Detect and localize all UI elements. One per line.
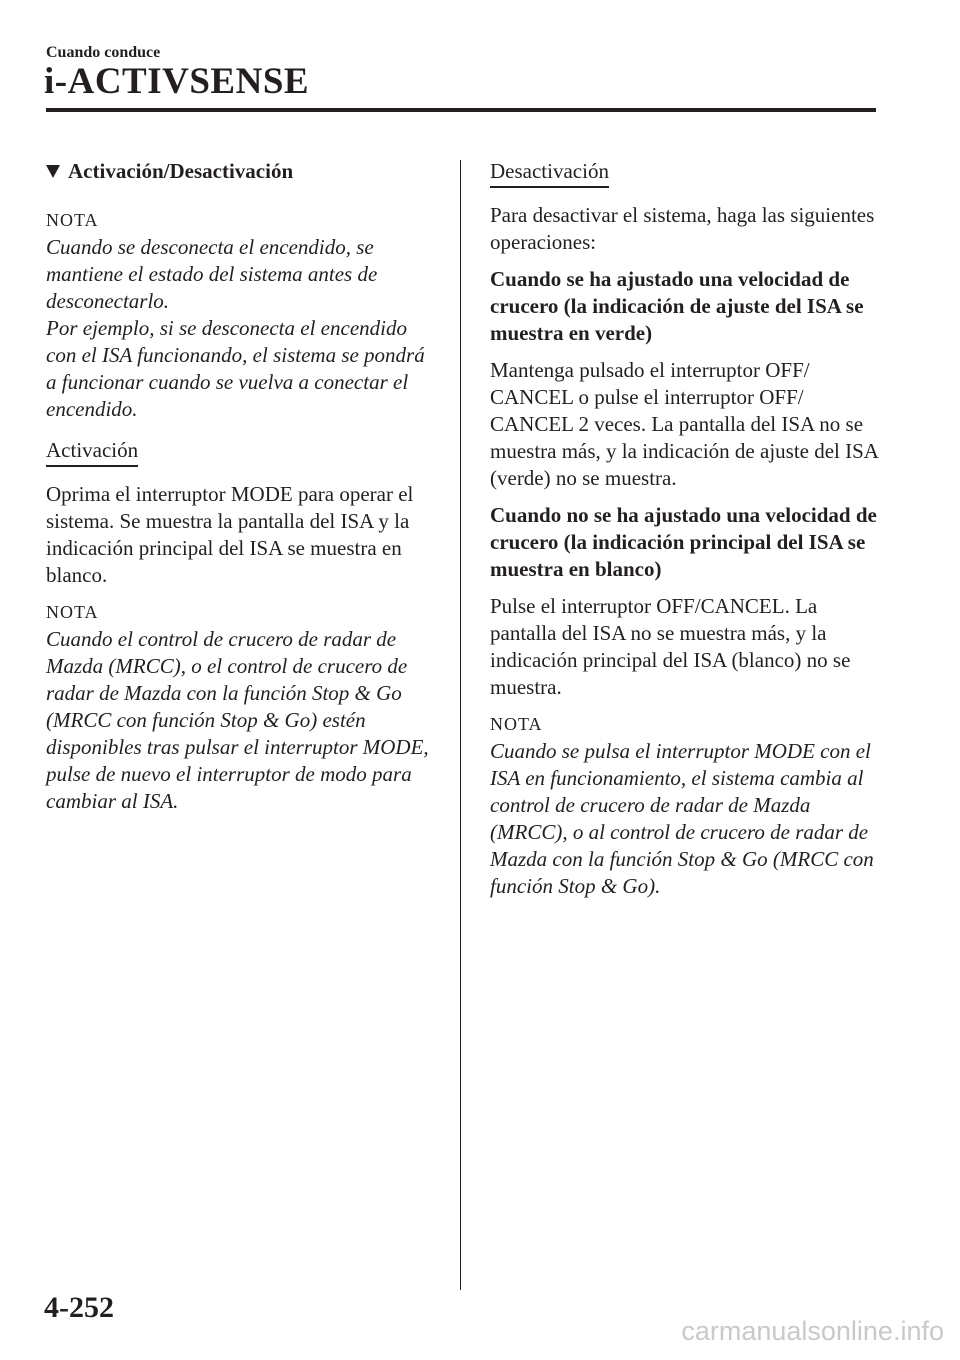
chapter-title: i-ACTIVSENSE [44, 61, 310, 102]
header-rule [46, 108, 876, 112]
page-number: 4-252 [44, 1291, 114, 1324]
note-text: Cuando el control de crucero de radar de Mazda (MRCC), o el control de crucero de radar de Mazda con la función Stop & Go (MRCC con función Stop & Go) estén disponibles tras pulsar el interruptor MODE, pulse de nuevo el interruptor de modo para cambiar al ISA. [46, 627, 429, 813]
note-label: NOTA [46, 602, 99, 622]
case-text: Mantenga pulsado el interruptor OFF/ CANCEL o pulse el interruptor OFF/ CANCEL 2 veces. La pantalla del ISA no se muestra más, y la indicación de ajuste del ISA (verde) no se muestra. [490, 358, 878, 490]
triangle-down-icon [46, 165, 60, 178]
subsection-heading-text: Activación/Desactivación [68, 159, 294, 183]
note-text: Cuando se desconecta el encendido, se mantiene el estado del sistema antes de desconectarlo. Por ejemplo, si se desconecta el encendido con el ISA funcionando, el sistema se pondrá a funcionar cuando se vuelva a conectar el encendido. [46, 235, 425, 421]
section-title: Cuando conduce [46, 44, 161, 61]
left-column [46, 158, 440, 829]
note-label: NOTA [490, 714, 543, 734]
activation-text: Oprima el interruptor MODE para operar el sistema. Se muestra la pantalla del ISA y la indicación principal del ISA se muestra en blanco. [46, 482, 414, 587]
note-label: NOTA [46, 210, 99, 230]
case-heading: Cuando se ha ajustado una velocidad de crucero (la indicación de ajuste del ISA se muestra en verde) [490, 267, 864, 345]
case-text: Pulse el interruptor OFF/CANCEL. La pantalla del ISA no se muestra más, y la indicación principal del ISA (blanco) no se muestra. [490, 594, 851, 699]
note-text: Cuando se pulsa el interruptor MODE con el ISA en funcionamiento, el sistema cambia al control de crucero de radar de Mazda (MRCC), o al control de crucero de radar de Mazda con la función Stop & Go (MRCC con función Stop & Go). [490, 739, 874, 898]
deactivation-intro: Para desactivar el sistema, haga las siguientes operaciones: [490, 203, 875, 254]
watermark: carmanualsonline.info [681, 1316, 944, 1346]
deactivation-heading: Desactivación [490, 158, 609, 188]
activation-heading: Activación [46, 437, 138, 467]
subsection-heading [46, 158, 440, 185]
right-column [490, 158, 880, 914]
column-divider [460, 160, 461, 1290]
case-heading: Cuando no se ha ajustado una velocidad de crucero (la indicación principal del ISA se muestra en blanco) [490, 503, 877, 581]
